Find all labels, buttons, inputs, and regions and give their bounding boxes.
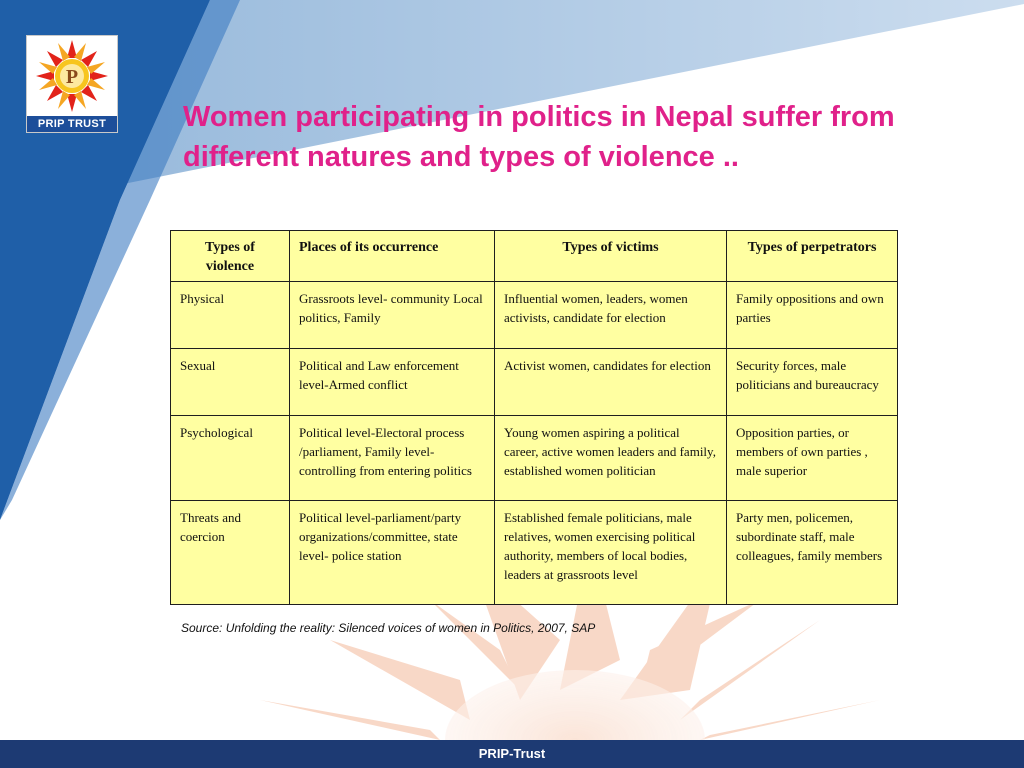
table-cell: Grassroots level- community Local politics, Family [290,282,495,349]
table-row [171,501,898,605]
table-cell: Political level-parliament/party organizations/committee, state level- police station [290,501,495,605]
table-cell: Security forces, male politicians and bureaucracy [727,349,898,416]
table-cell: Opposition parties, or members of own parties , male superior [727,416,898,501]
logo-letter: P [65,66,79,88]
table-cell: Activist women, candidates for election [495,349,727,416]
footer-bar [0,740,1024,768]
logo-text: PRIP TRUST [27,116,117,132]
table-row [171,282,898,349]
header-places-of-occurrence: Places of its occurrence [290,231,495,282]
footer-label: PRIP-Trust [478,746,546,761]
table-cell: Family oppositions and own parties [727,282,898,349]
table-cell: Sexual [171,349,290,416]
table-cell: Young women aspiring a political career, active women leaders and family, established women politician [495,416,727,501]
sun-logo-icon [27,36,117,116]
table-cell: Influential women, leaders, women activists, candidate for election [495,282,727,349]
table-cell: Political and Law enforcement level-Armed conflict [290,349,495,416]
slide-title: Women participating in politics in Nepal suffer from different natures and types of violence .. [183,101,895,173]
table-row [171,349,898,416]
table-header-row [171,231,898,282]
table-cell: Threats and coercion [171,501,290,605]
table-cell: Psychological [171,416,290,501]
table-row [171,416,898,501]
table-cell: Physical [171,282,290,349]
source-citation: Source: Unfolding the reality: Silenced voices of women in Politics, 2007, SAP [181,621,596,635]
table-cell: Party men, policemen, subordinate staff, male colleagues, family members [727,501,898,605]
violence-table [170,230,898,605]
prip-trust-logo [26,35,118,133]
header-types-of-perpetrators: Types of perpetrators [727,231,898,282]
header-types-of-victims: Types of victims [495,231,727,282]
table-cell: Established female politicians, male relatives, women exercising political authority, members of local bodies, leaders at grassroots level [495,501,727,605]
header-types-of-violence: Types of violence [171,231,290,282]
table-cell: Political level-Electoral process /parliament, Family level-controlling from entering politics [290,416,495,501]
